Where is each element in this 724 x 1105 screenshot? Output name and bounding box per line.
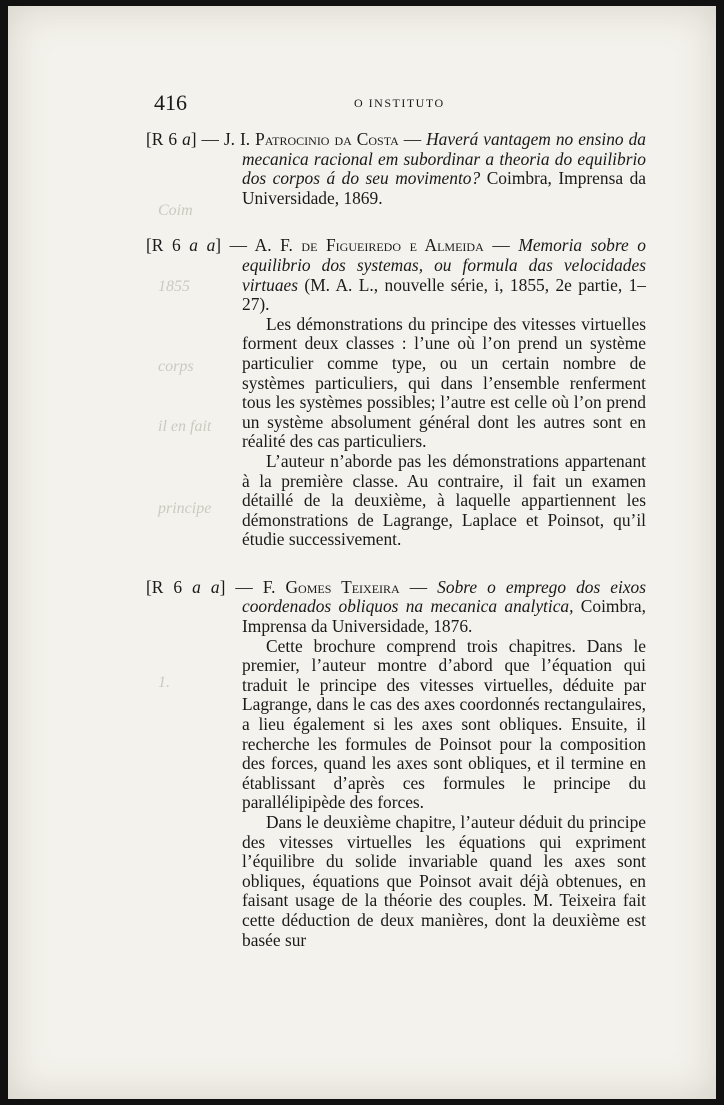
author-initials: — A. F.	[221, 235, 302, 256]
publication-info: (M. A. L., nouvelle série, i, 1855, 2e partie, 1–27).	[242, 274, 646, 315]
publication-info: Coimbra, Imprensa da Universidade, 1869.	[242, 168, 646, 208]
bibliography-entry	[146, 236, 646, 550]
commentary-paragraph: Cette brochure comprend trois chapitres. Dans le premier, l’auteur montre d’abord que l’équation qui traduit le principe des vitesses virtuelles, déduite par Lagrange, dans le cas des axes coordonnés rectangulaires, a lieu également si les axes sont obliques. Ensuite, il recherche les formules de Poinsot pour la composition des forces, quand les axes sont obliques, et il termine en établissant d’après ces formules le principe du parallélipipède des forces.	[242, 635, 646, 813]
citation: [R 6 a] — J. I. Patrocinio da Costa — Haverá vantagem no ensino da mecanica racional em subordinar a theoria do equilibrio dos corpos á do seu movimento? Coimbra, Imprensa da Universidade, 1869.	[146, 129, 646, 208]
running-title: O INSTITUTO	[354, 96, 445, 110]
page-header	[154, 90, 654, 120]
bibliography-entry	[146, 130, 646, 208]
classification-code: [R 6 a]	[146, 129, 197, 149]
author-initials: — J. I.	[196, 129, 256, 149]
citation: [R 6 a a] — F. Gomes Teixeira — Sobre o emprego dos eixos coordenados obliquos na mecanica analytica, Coimbra, Imprensa da Universidade, 1876.	[146, 576, 647, 637]
citation: [R 6 a a] — A. F. de Figueiredo e Almeida — Memoria sobre o equilibrio dos systemas, ou formula das velocidades virtuaes (M. A. L., nouvelle série, i, 1855, 2e partie, 1–27).	[146, 235, 646, 315]
author-name: Patrocinio da Costa	[255, 129, 399, 149]
classification-code: [R 6 a a]	[146, 576, 226, 597]
entry-commentary	[242, 637, 646, 951]
book-page: Coim 1855 corps il en fait principe 1. 416 O INSTITUTO [R 6 a] — J. I. Patrocinio da Costa — Haverá vantagem no ensino da mecanica racional em subordinar a theoria do equilibrio dos corpos á do seu movimento? Coimbra, Imprensa da Universidade, 1869. [R 6 a a] — A. F. de Figueiredo e Almeida — Memoria sobre o equilibrio dos systemas, ou formula das velocidades virtuaes (M. A. L., nouvelle série, i, 1855, 2e partie, 1–27). Les démonstrations du principe des vitesses virtuelles forment deux classes : l’une où l’on prend un système particulier comme type, ou un certain nombre de systèmes particuliers, qui dans l’ensemble renferment tous les systèmes possibles; l’autre est celle où l’on prend un système absolument général dont les autres sont en réalité des cas particuliers. L’auteur n’aborde pas les démonstrations appartenant à la première classe. Au contraire, il fait un examen détaillé de la deuxième, à laquelle appartiennent les démonstrations de Lagrange, Laplace et Poinsot, qu’il étudie successivement. [R 6 a a] — F. Gomes Teixeira — Sobre o emprego dos eixos coordenados obliquos na mecanica analytica, Coimbra, Imprensa da Universidade, 1876. Cette brochure comprend trois chapitres. Dans le premier, l’auteur montre d’abord que l’équation qui traduit le principe des vitesses virtuelles, déduite par Lagrange, dans le cas des axes coordonnés rectangulaires, a lieu également si les axes sont obliques. Ensuite, il recherche les formules de Poinsot pour la composition des forces, quand les axes sont obliques, et il termine en établissant d’après ces formules le principe du parallélipipède des forces. Dans le deuxième chapitre, l’auteur déduit du principe des vitesses virtuelles les équations qui expriment l’équilibre du solide invariable quand les axes sont obliques, équations que Poinsot avait déjà obtenues, en faisant usage de la théorie des couples. M. Teixeira fait cette déduction de deux manières, dont la deuxième est basée sur	[8, 6, 716, 1099]
publication-info: Coimbra, Imprensa da Universidade, 1876.	[242, 596, 646, 637]
author-name: de Figueiredo e Almeida	[301, 235, 484, 256]
bibliography-entry	[146, 578, 646, 950]
commentary-paragraph: Les démonstrations du principe des vitesses virtuelles forment deux classes : l’une où l’on prend un système particulier comme type, ou un certain nombre de systèmes particuliers, qui dans l’ensemble renferment tous les systèmes possibles; l’autre est celle où l’on prend un système absolument général dont les autres sont en réalité des cas particuliers.	[242, 313, 646, 452]
work-title: Memoria sobre o equilibrio dos systemas, ou formula das velocidades virtuaes	[242, 235, 646, 295]
commentary-paragraph: Dans le deuxième chapitre, l’auteur déduit du principe des vitesses virtuelles les équations qui expriment l’équilibre du solide invariable quand les axes sont obliques, équations que Poinsot avait déjà obtenues, en faisant usage de la théorie des couples. M. Teixeira fait cette déduction de deux manières, dont la deuxième est basée sur	[242, 812, 646, 950]
work-title: Haverá vantagem no ensino da mecanica racional em subordinar a theoria do equilibrio dos corpos á do seu movimento?	[242, 129, 646, 189]
author-initials: — F.	[225, 576, 286, 597]
page-number: 416	[154, 90, 187, 115]
classification-code: [R 6 a a]	[146, 235, 222, 256]
author-name: Gomes Teixeira	[285, 576, 400, 597]
work-title: Sobre o emprego dos eixos coordenados obliquos na mecanica analytica,	[242, 576, 647, 617]
entry-commentary	[242, 315, 646, 550]
bibliography-entries	[146, 130, 646, 978]
commentary-paragraph: L’auteur n’aborde pas les démonstrations appartenant à la première classe. Au contraire, il fait un examen détaillé de la deuxième, à laquelle appartiennent les démonstrations de Lagrange, Laplace et Poinsot, qu’il étudie successivement.	[242, 450, 646, 550]
